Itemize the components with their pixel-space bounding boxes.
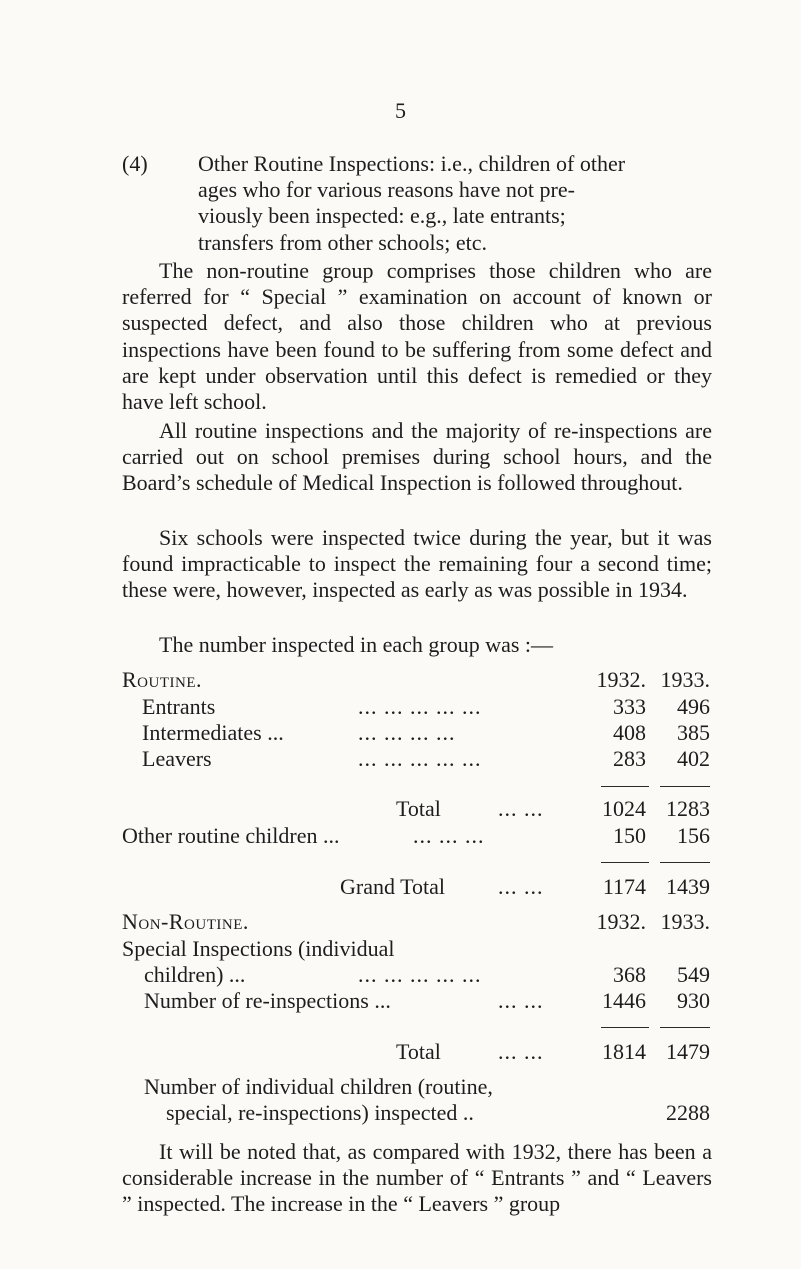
- other-routine-1933: 156: [677, 823, 710, 848]
- reinspections-1932: 1446: [602, 988, 646, 1013]
- table-row-grand-total: [0, 873, 801, 901]
- reinspections-dots: ... ...: [498, 988, 544, 1013]
- leavers-dots: ... ... ... ... ...: [358, 746, 482, 771]
- special-1932: 368: [613, 962, 646, 987]
- paragraph-number-inspected: The number inspected in each group was :—: [159, 632, 554, 657]
- individual-children-label-2: special, re-inspections) inspected ..: [166, 1100, 474, 1125]
- intermediates-1933: 385: [677, 720, 710, 745]
- year-1932-heading: 1932.: [596, 667, 646, 692]
- special-inspections-label: Special Inspections (individual: [122, 936, 395, 961]
- table-row-entrants: [0, 693, 801, 721]
- other-routine-1932: 150: [613, 823, 646, 848]
- rule-1933-a: [660, 786, 710, 787]
- item-4-line-4: transfers from other schools; etc.: [198, 229, 487, 255]
- item-4-line-2: ages who for various reasons have not pre-: [198, 177, 575, 203]
- table-row-intermediates: [0, 719, 801, 747]
- entrants-dots: ... ... ... ... ...: [358, 694, 482, 719]
- table-row-reinspections: [0, 987, 801, 1015]
- year-1933-heading: 1933.: [660, 667, 710, 692]
- special-dots: ... ... ... ... ...: [358, 962, 482, 987]
- special-inspections-label-2: children) ...: [144, 962, 246, 987]
- individual-children-label: Number of individual children (routine,: [144, 1074, 493, 1099]
- grand-total-1933: 1439: [666, 874, 710, 899]
- grand-total-label: Grand Total: [340, 874, 445, 899]
- total-1932: 1024: [602, 796, 646, 821]
- total-2-1933: 1479: [666, 1039, 710, 1064]
- total-dots: ... ...: [498, 796, 544, 821]
- special-1933: 549: [677, 962, 710, 987]
- entrants-1932: 333: [613, 694, 646, 719]
- paragraph-routine-inspections: All routine inspections and the majority of re-inspections are carried out on school premises during school hours, and the Board’s schedule of Medical Inspection is followed throughout.: [122, 418, 712, 496]
- table-row-special: [0, 961, 801, 989]
- paragraph-non-routine: The non-routine group comprises those children who are referred for “ Special ” examination on account of known or suspected defect, and also those children who at previous inspections have been found to be suffering from some defect and are kept under observation until this defect is remedied or they have left school.: [122, 258, 712, 415]
- rule-1932-b: [601, 862, 649, 863]
- paragraph-conclusion: It will be noted that, as compared with 1932, there has been a considerable increase in the number of “ Entrants ” and “ Leavers ” inspected. The increase in the “ Leavers ” group: [122, 1139, 712, 1217]
- item-4-line-1: Other Routine Inspections: i.e., children of other: [198, 151, 626, 176]
- total-2-1932: 1814: [602, 1039, 646, 1064]
- leavers-1933: 402: [677, 746, 710, 771]
- non-routine-heading: Non-Routine.: [122, 909, 249, 934]
- total-1933: 1283: [666, 796, 710, 821]
- total-2-dots: ... ...: [498, 1039, 544, 1064]
- reinspections-1933: 930: [677, 988, 710, 1013]
- item-4: [122, 151, 714, 256]
- item-4-line-3: viously been inspected: e.g., late entrants;: [198, 203, 566, 229]
- entrants-1933: 496: [677, 694, 710, 719]
- leavers-1932: 283: [613, 746, 646, 771]
- table-row-total: [0, 795, 801, 823]
- total-2-label: Total: [396, 1039, 441, 1064]
- other-routine-dots: ... ... ...: [413, 823, 485, 848]
- year-1933-heading-2: 1933.: [660, 909, 710, 934]
- table-row-individual-line-1: [0, 1073, 801, 1101]
- leavers-label: Leavers: [142, 746, 212, 771]
- table-row-individual: [0, 1099, 801, 1127]
- non-routine-header-row: [0, 908, 801, 936]
- rule-1933-c: [660, 1027, 710, 1028]
- table-row-other-routine: [0, 822, 801, 850]
- table-row-special-line-1: [0, 935, 801, 963]
- total-label: Total: [396, 796, 441, 821]
- page-number: 5: [395, 98, 406, 123]
- routine-header-row: [0, 666, 801, 694]
- entrants-label: Entrants: [142, 694, 216, 719]
- rule-1932-c: [601, 1027, 649, 1028]
- intermediates-1932: 408: [613, 720, 646, 745]
- other-routine-label: Other routine children ...: [122, 823, 340, 848]
- routine-heading: Routine.: [122, 667, 202, 692]
- intermediates-dots: ... ... ... ...: [358, 720, 456, 745]
- individual-children-value: 2288: [666, 1100, 710, 1125]
- year-1932-heading-2: 1932.: [596, 909, 646, 934]
- item-4-number: (4): [122, 151, 148, 176]
- rule-1933-b: [660, 862, 710, 863]
- table-row-total-2: [0, 1038, 801, 1066]
- reinspections-label: Number of re-inspections ...: [144, 988, 391, 1013]
- paragraph-six-schools: Six schools were inspected twice during the year, but it was found impracticable to inspect the remaining four a second time; these were, however, inspected as early as was possible in 1934.: [122, 525, 712, 603]
- intermediates-label: Intermediates ...: [142, 720, 284, 745]
- rule-1932-a: [601, 786, 649, 787]
- table-row-leavers: [0, 745, 801, 773]
- grand-total-dots: ... ...: [498, 874, 544, 899]
- grand-total-1932: 1174: [602, 874, 646, 899]
